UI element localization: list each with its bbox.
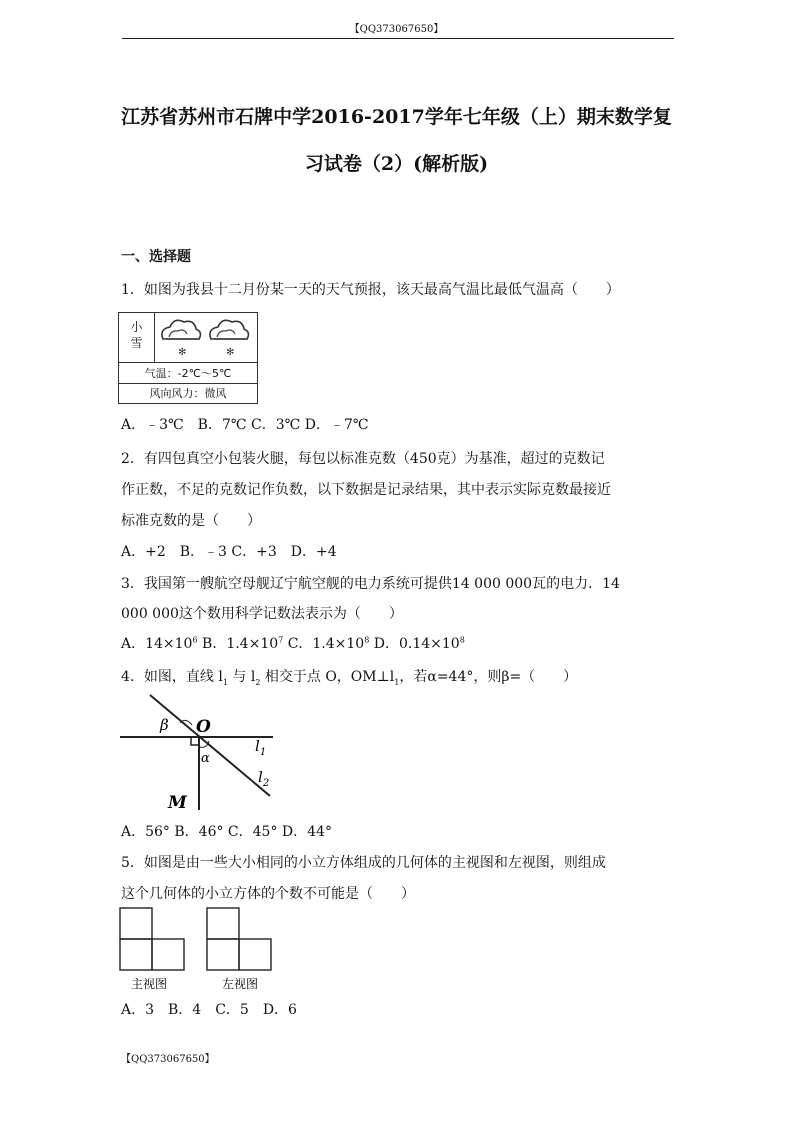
- q4-stem-part2: 与 l: [227, 669, 256, 685]
- label-l2: [258, 768, 269, 789]
- page-footer: 【QQ373067650】: [121, 1054, 215, 1065]
- label-l1: [255, 737, 266, 758]
- label-l1-letter: l: [255, 737, 260, 755]
- q4-stem-part4: ，若α=44°，则β=（ ）: [399, 669, 578, 685]
- label-o: O: [196, 717, 211, 737]
- label-l2-sub: 2: [262, 778, 270, 789]
- q2-line1: 2．有四包真空小包装火腿，每包以标准克数（450克）为基准，超过的克数记: [121, 451, 605, 467]
- section-heading: 一、选择题: [121, 249, 191, 265]
- q2-options: A．+2 B．﹣3 C．+3 D．+4: [121, 544, 337, 560]
- left-view: [207, 908, 271, 970]
- q5-line1: 5．如图是由一些大小相同的小立方体组成的几何体的主视图和左视图，则组成: [121, 855, 606, 871]
- weather-wind: 风向风力：微风: [149, 387, 227, 400]
- q3-options: [121, 633, 465, 653]
- front-view: [120, 908, 184, 970]
- q4-stem-sub3: 1: [394, 677, 400, 687]
- right-angle-mark: [191, 737, 199, 745]
- weather-icons: [155, 313, 257, 363]
- q3-option-c: C．1.4×10: [287, 636, 365, 652]
- q2-line3: 标准克数的是（ ）: [121, 513, 261, 529]
- q4-stem-part1: 4．如图，直线 l: [121, 669, 223, 685]
- header-rule: [122, 38, 674, 39]
- line-l2: [150, 695, 270, 796]
- q4-stem-sub1: 1: [222, 677, 228, 687]
- label-alpha: α: [201, 751, 210, 766]
- page-header: 【QQ373067650】: [349, 24, 444, 35]
- snow-cloud-icon: [210, 320, 249, 358]
- label-l2-letter: l: [258, 768, 263, 786]
- label-m: M: [168, 793, 187, 812]
- weather-temperature: 气温：-2℃～5℃: [119, 363, 257, 384]
- q3-option-b: B．1.4×10: [202, 636, 279, 652]
- q3-line2: 000 000这个数用科学记数法表示为（ ）: [121, 606, 403, 622]
- q4-stem-part3: 相交于点 O，OM⊥l: [260, 669, 395, 685]
- q3-option-c-exp: 8: [364, 635, 370, 645]
- q3-line1: 3．我国第一艘航空母舰辽宁航空舰的电力系统可提供14 000 000瓦的电力．14: [121, 576, 620, 592]
- q4-options: A．56° B．46° C．45° D．44°: [121, 824, 332, 840]
- q3-option-b-exp: 7: [278, 635, 284, 645]
- q4-stem: [121, 666, 577, 687]
- q5-figure: [118, 906, 278, 994]
- q3-option-d: D．0.14×10: [373, 636, 460, 652]
- left-view-caption: 左视图: [222, 977, 259, 991]
- weather-forecast-table: [118, 312, 258, 404]
- q5-line2: 这个几何体的小立方体的个数不可能是（ ）: [121, 886, 415, 902]
- q4-figure: [118, 690, 278, 812]
- q3-option-d-exp: 8: [459, 635, 465, 645]
- alpha-arc: [199, 741, 209, 747]
- label-l1-sub: 1: [259, 747, 267, 758]
- q3-option-a: A．14×10: [121, 636, 193, 652]
- q1-options: A．﹣3℃ B．7℃ C．3℃ D．﹣7℃: [121, 417, 369, 433]
- svg-text:✻: ✻: [178, 347, 187, 358]
- weather-label: [119, 313, 155, 363]
- front-view-caption: 主视图: [131, 977, 168, 991]
- doc-title-line2: 习试卷（2）(解析版): [304, 153, 489, 175]
- q3-option-a-exp: 6: [192, 635, 198, 645]
- q2-line2: 作正数，不足的克数记作负数，以下数据是记录结果，其中表示实际克数最接近: [121, 482, 611, 498]
- label-beta: β: [160, 716, 169, 734]
- q4-stem-sub2: 2: [255, 677, 261, 687]
- weather-text: 小雪: [130, 320, 143, 350]
- q1-stem: 1．如图为我县十二月份某一天的天气预报，该天最高气温比最低气温高（ ）: [121, 282, 620, 298]
- svg-text:✻: ✻: [226, 347, 235, 358]
- doc-title-line1: 江苏省苏州市石牌中学2016-2017学年七年级（上）期末数学复: [121, 106, 672, 128]
- snow-cloud-icon: [162, 320, 201, 358]
- q5-options: A．3 B．4 C．5 D．6: [121, 1002, 297, 1018]
